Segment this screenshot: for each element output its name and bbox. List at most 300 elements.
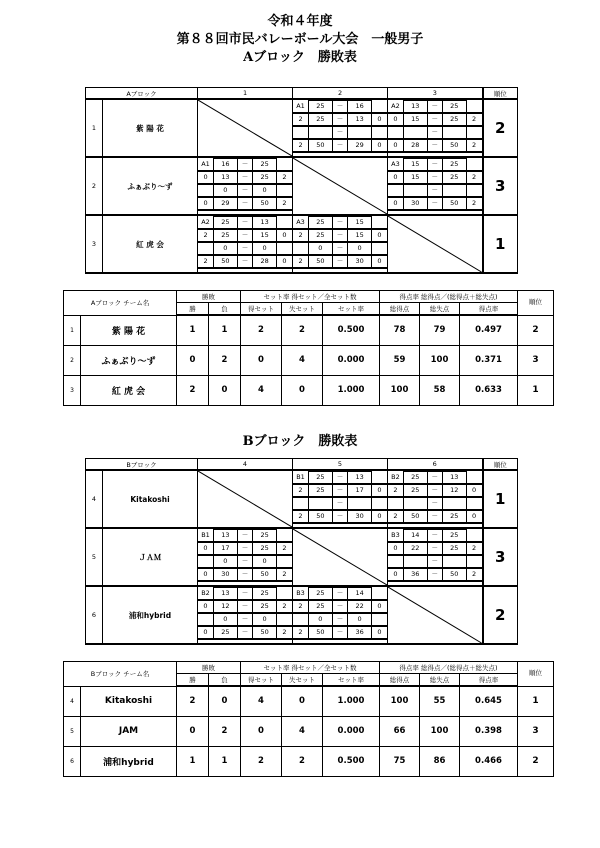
team-name: 紫 陽 花 — [103, 99, 198, 157]
summary-header-winloss: 勝敗 — [177, 291, 241, 303]
grid-header-block: Bブロック — [86, 459, 198, 471]
match-cell — [198, 586, 293, 644]
summary-l: 2 — [209, 716, 241, 746]
right-wins — [466, 472, 481, 485]
summary-subheader: セット率 — [323, 303, 380, 316]
score-right: 0 — [253, 242, 277, 255]
summary-pw: 66 — [380, 716, 420, 746]
team-no: 6 — [86, 586, 103, 644]
summary-pr: 0.633 — [460, 375, 518, 405]
dash: － — [427, 484, 442, 497]
grid-header-team-no: 5 — [293, 459, 388, 471]
right-wins — [276, 217, 292, 230]
score-right: 25 — [253, 600, 277, 613]
match-id: B2 — [388, 472, 403, 485]
dash: － — [332, 101, 347, 114]
right-wins: 0 — [276, 229, 292, 242]
dash: － — [332, 484, 347, 497]
summary-l: 2 — [209, 345, 241, 375]
dash: － — [332, 588, 347, 601]
summary-sl: 4 — [282, 716, 323, 746]
summary-pr: 0.497 — [460, 315, 518, 345]
score-left — [403, 126, 427, 139]
dash: － — [427, 171, 442, 184]
match-cell — [198, 528, 293, 586]
summary-l: 0 — [209, 686, 241, 716]
tournament-title: 第８８回市民バレーボール大会 一般男子 — [176, 32, 424, 47]
right-wins: 0 — [466, 484, 481, 497]
right-wins — [466, 159, 481, 172]
score-left: 50 — [309, 139, 333, 152]
left-wins — [198, 242, 213, 255]
summary-team-name: 浦和hybrid — [81, 746, 177, 776]
block-a-title: Aブロック 勝敗表 — [243, 50, 357, 65]
score-right — [442, 497, 466, 510]
score-left: 15 — [403, 113, 427, 126]
match-id: A2 — [198, 217, 213, 230]
score-right: 25 — [253, 588, 277, 601]
score-right: 13 — [348, 472, 372, 485]
match-result — [293, 471, 387, 524]
score-left — [308, 497, 332, 510]
match-cell — [293, 215, 388, 273]
right-wins — [371, 242, 387, 255]
summary-subheader: 負 — [209, 303, 241, 316]
dash: － — [332, 113, 347, 126]
score-right — [442, 184, 466, 197]
right-wins — [276, 555, 292, 568]
score-right: 0 — [348, 242, 372, 255]
score-right: 17 — [348, 484, 372, 497]
left-wins: 0 — [388, 171, 403, 184]
left-wins: 2 — [198, 229, 213, 242]
summary-sw: 4 — [241, 686, 282, 716]
score-right — [348, 497, 372, 510]
dash: － — [427, 510, 442, 523]
score-left: 25 — [309, 217, 333, 230]
summary-sl: 4 — [282, 345, 323, 375]
dash: － — [427, 555, 442, 568]
summary-w: 0 — [177, 345, 209, 375]
self-match-diagonal — [198, 99, 293, 157]
score-right: 14 — [348, 588, 372, 601]
left-wins: 2 — [293, 255, 308, 268]
summary-w: 1 — [177, 746, 209, 776]
score-left: 25 — [403, 472, 427, 485]
score-left: 28 — [403, 139, 427, 152]
dash: － — [237, 171, 252, 184]
score-left: 25 — [308, 484, 332, 497]
score-left: 13 — [213, 530, 237, 543]
summary-pw: 59 — [380, 345, 420, 375]
score-right: 28 — [253, 255, 277, 268]
dash: － — [332, 472, 347, 485]
score-left: 0 — [213, 613, 237, 626]
score-right: 13 — [348, 113, 372, 126]
right-wins: 0 — [371, 626, 387, 639]
score-right: 25 — [442, 530, 466, 543]
right-wins: 2 — [276, 171, 292, 184]
left-wins: 0 — [198, 568, 213, 581]
match-cell — [293, 470, 388, 528]
match-id: B1 — [198, 530, 213, 543]
match-cell — [388, 99, 483, 157]
summary-sl: 2 — [282, 315, 323, 345]
match-cell — [198, 157, 293, 215]
summary-pl: 79 — [420, 315, 460, 345]
score-right — [442, 126, 466, 139]
match-result — [293, 587, 387, 640]
score-right: 29 — [348, 139, 372, 152]
left-wins: 2 — [293, 484, 308, 497]
score-right: 15 — [253, 229, 277, 242]
left-wins: 2 — [293, 139, 308, 152]
right-wins — [371, 101, 387, 114]
score-left: 30 — [213, 568, 237, 581]
match-cell — [388, 470, 483, 528]
score-left: 17 — [213, 542, 237, 555]
summary-team-no: 4 — [64, 686, 81, 716]
match-result — [198, 158, 292, 211]
match-cell — [388, 528, 483, 586]
right-wins — [466, 184, 481, 197]
left-wins: 0 — [388, 197, 403, 210]
summary-sr: 0.500 — [323, 315, 380, 345]
summary-pl: 100 — [420, 345, 460, 375]
dash: － — [427, 542, 442, 555]
right-wins: 0 — [371, 484, 387, 497]
team-rank: 2 — [483, 99, 518, 157]
dash: － — [332, 255, 347, 268]
summary-subheader: 総失点 — [420, 303, 460, 316]
summary-w: 0 — [177, 716, 209, 746]
score-right: 50 — [253, 197, 277, 210]
self-match-diagonal — [293, 528, 388, 586]
summary-subheader: 得点率 — [460, 303, 518, 316]
score-left: 25 — [213, 626, 237, 639]
summary-sr: 0.000 — [323, 716, 380, 746]
score-left: 50 — [308, 510, 332, 523]
left-wins: 0 — [198, 197, 213, 210]
dash: － — [427, 184, 442, 197]
score-right: 0 — [253, 613, 277, 626]
match-id: A3 — [293, 217, 308, 230]
summary-sw: 4 — [241, 375, 282, 405]
dash: － — [237, 159, 252, 172]
dash: － — [332, 613, 347, 626]
dash: － — [332, 229, 347, 242]
left-wins — [388, 497, 403, 510]
summary-subheader: 勝 — [177, 674, 209, 687]
right-wins: 2 — [276, 542, 292, 555]
summary-rank: 2 — [518, 746, 554, 776]
self-match-diagonal — [388, 215, 483, 273]
dash: － — [427, 497, 442, 510]
summary-team-no: 5 — [64, 716, 81, 746]
dash: － — [332, 126, 347, 139]
summary-rank: 2 — [518, 315, 554, 345]
right-wins — [371, 497, 387, 510]
right-wins — [466, 530, 481, 543]
dash: － — [237, 229, 252, 242]
summary-team-no: 3 — [64, 375, 81, 405]
score-left — [403, 497, 427, 510]
summary-team-no: 1 — [64, 315, 81, 345]
right-wins: 0 — [466, 510, 481, 523]
left-wins: 2 — [388, 484, 403, 497]
score-right: 50 — [253, 568, 277, 581]
dash: － — [332, 626, 347, 639]
score-left: 25 — [308, 588, 332, 601]
score-right: 30 — [348, 255, 372, 268]
dash: － — [332, 139, 347, 152]
left-wins — [293, 613, 308, 626]
self-match-diagonal — [293, 157, 388, 215]
summary-subheader: 得セット — [241, 303, 282, 316]
summary-sr: 0.000 — [323, 345, 380, 375]
summary-sw: 2 — [241, 746, 282, 776]
right-wins: 2 — [466, 542, 481, 555]
summary-sr: 1.000 — [323, 686, 380, 716]
score-right: 22 — [348, 600, 372, 613]
summary-header-team: Bブロック チーム名 — [64, 662, 177, 687]
team-name: 紅 虎 会 — [103, 215, 198, 273]
match-id: A2 — [388, 101, 403, 114]
summary-l: 1 — [209, 746, 241, 776]
grid-header-team-no: 1 — [198, 88, 293, 100]
summary-rank: 3 — [518, 716, 554, 746]
right-wins — [466, 101, 481, 114]
left-wins — [198, 613, 213, 626]
summary-team-no: 2 — [64, 345, 81, 375]
team-no: 5 — [86, 528, 103, 586]
summary-subheader: 得点率 — [460, 674, 518, 687]
dash: － — [237, 242, 252, 255]
summary-pl: 86 — [420, 746, 460, 776]
right-wins — [371, 126, 387, 139]
team-rank: 1 — [483, 215, 518, 273]
match-result — [198, 587, 292, 640]
left-wins: 0 — [388, 139, 403, 152]
right-wins — [276, 530, 292, 543]
summary-pr: 0.398 — [460, 716, 518, 746]
score-left: 25 — [309, 101, 333, 114]
match-id: B2 — [198, 588, 213, 601]
grid-header-team-no: 3 — [388, 88, 483, 100]
summary-sw: 0 — [241, 716, 282, 746]
right-wins: 2 — [276, 568, 292, 581]
right-wins — [276, 613, 292, 626]
dash: － — [427, 159, 442, 172]
score-right: 13 — [253, 217, 277, 230]
summary-header-rank: 順位 — [518, 291, 554, 316]
summary-l: 0 — [209, 375, 241, 405]
left-wins: 2 — [293, 510, 308, 523]
score-right: 25 — [442, 171, 466, 184]
summary-sr: 1.000 — [323, 375, 380, 405]
summary-pr: 0.371 — [460, 345, 518, 375]
left-wins: 2 — [198, 255, 213, 268]
summary-team-name: 紅 虎 会 — [81, 375, 177, 405]
summary-w: 2 — [177, 686, 209, 716]
right-wins: 0 — [371, 229, 387, 242]
summary-pl: 55 — [420, 686, 460, 716]
score-right: 25 — [442, 101, 466, 114]
match-id: B3 — [293, 588, 308, 601]
right-wins — [276, 184, 292, 197]
left-wins — [388, 184, 403, 197]
left-wins: 0 — [198, 171, 213, 184]
score-left: 29 — [214, 197, 238, 210]
summary-sw: 0 — [241, 345, 282, 375]
score-left: 15 — [403, 171, 427, 184]
summary-w: 2 — [177, 375, 209, 405]
score-right: 25 — [253, 530, 277, 543]
summary-subheader: 失セット — [282, 303, 323, 316]
team-rank: 1 — [483, 470, 518, 528]
team-rank: 3 — [483, 528, 518, 586]
team-no: 1 — [86, 99, 103, 157]
right-wins — [371, 472, 387, 485]
summary-pw: 100 — [380, 686, 420, 716]
grid-header-team-no: 6 — [388, 459, 483, 471]
left-wins: 2 — [293, 626, 308, 639]
score-left: 36 — [403, 568, 427, 581]
score-left: 25 — [309, 113, 333, 126]
summary-l: 1 — [209, 315, 241, 345]
dash: － — [427, 113, 442, 126]
match-result — [388, 471, 482, 524]
left-wins — [198, 184, 213, 197]
score-right: 12 — [442, 484, 466, 497]
summary-subheader: 総得点 — [380, 674, 420, 687]
team-no: 4 — [86, 470, 103, 528]
left-wins: 0 — [198, 542, 213, 555]
dash: － — [237, 613, 252, 626]
right-wins: 2 — [466, 197, 481, 210]
right-wins: 0 — [371, 255, 387, 268]
left-wins: 0 — [388, 568, 403, 581]
summary-header-pointrate: 得点率 総得点／(総得点＋総失点) — [380, 291, 518, 303]
summary-sr: 0.500 — [323, 746, 380, 776]
left-wins — [388, 555, 403, 568]
right-wins: 0 — [371, 600, 387, 613]
left-wins — [293, 126, 308, 139]
team-rank: 2 — [483, 586, 518, 644]
summary-rank: 1 — [518, 686, 554, 716]
dash: － — [427, 568, 442, 581]
dash: － — [427, 530, 442, 543]
score-right: 50 — [442, 568, 466, 581]
dash: － — [237, 184, 252, 197]
left-wins — [198, 555, 213, 568]
team-name: ふぁぶり～ず — [103, 157, 198, 215]
score-left: 25 — [403, 484, 427, 497]
grid-header-team-no: 2 — [293, 88, 388, 100]
summary-header-team: Aブロック チーム名 — [64, 291, 177, 316]
match-result — [293, 100, 387, 153]
score-right: 13 — [442, 472, 466, 485]
left-wins: 0 — [388, 542, 403, 555]
score-left: 25 — [308, 600, 332, 613]
team-no: 3 — [86, 215, 103, 273]
grid-header-rank: 順位 — [483, 88, 518, 100]
dash: － — [332, 217, 347, 230]
right-wins: 2 — [276, 626, 292, 639]
score-right: 0 — [253, 555, 277, 568]
summary-subheader: 総得点 — [380, 303, 420, 316]
score-right: 16 — [348, 101, 372, 114]
left-wins: 2 — [388, 510, 403, 523]
score-right: 50 — [442, 197, 466, 210]
score-left: 12 — [213, 600, 237, 613]
score-left: 25 — [309, 229, 333, 242]
summary-team-no: 6 — [64, 746, 81, 776]
match-result — [388, 100, 482, 153]
match-grid-table — [85, 87, 518, 274]
score-right: 25 — [442, 113, 466, 126]
left-wins: 0 — [198, 626, 213, 639]
right-wins: 2 — [466, 139, 481, 152]
right-wins: 0 — [371, 510, 387, 523]
left-wins: 2 — [293, 229, 308, 242]
match-id: A1 — [293, 101, 308, 114]
match-id: B3 — [388, 530, 403, 543]
score-left: 50 — [214, 255, 238, 268]
right-wins — [466, 555, 481, 568]
summary-subheader: 負 — [209, 674, 241, 687]
score-right — [442, 555, 466, 568]
summary-subheader: 勝 — [177, 303, 209, 316]
match-result — [388, 158, 482, 211]
dash: － — [237, 542, 252, 555]
match-result — [198, 216, 292, 269]
score-left — [403, 184, 427, 197]
score-right: 0 — [348, 613, 372, 626]
summary-pl: 58 — [420, 375, 460, 405]
score-left: 0 — [308, 613, 332, 626]
score-right: 15 — [348, 229, 372, 242]
team-name: 浦和hybrid — [103, 586, 198, 644]
left-wins — [293, 497, 308, 510]
summary-team-name: Kitakoshi — [81, 686, 177, 716]
score-right — [348, 126, 372, 139]
summary-pw: 100 — [380, 375, 420, 405]
match-grid-table — [85, 458, 518, 645]
score-left: 13 — [403, 101, 427, 114]
summary-team-name: 紫 陽 花 — [81, 315, 177, 345]
self-match-diagonal — [198, 470, 293, 528]
right-wins — [276, 588, 292, 601]
score-left: 30 — [403, 197, 427, 210]
dash: － — [427, 101, 442, 114]
summary-subheader: セット率 — [323, 674, 380, 687]
right-wins: 2 — [466, 171, 481, 184]
summary-sw: 2 — [241, 315, 282, 345]
score-right: 25 — [442, 510, 466, 523]
score-left: 25 — [214, 229, 238, 242]
summary-header-pointrate: 得点率 総得点／(総得点＋総失点) — [380, 662, 518, 674]
score-left — [403, 555, 427, 568]
score-right: 50 — [253, 626, 277, 639]
right-wins: 2 — [276, 197, 292, 210]
summary-team-name: JAM — [81, 716, 177, 746]
right-wins — [276, 159, 292, 172]
grid-header-team-no: 4 — [198, 459, 293, 471]
left-wins — [293, 242, 308, 255]
summary-header-winloss: 勝敗 — [177, 662, 241, 674]
dash: － — [237, 588, 252, 601]
